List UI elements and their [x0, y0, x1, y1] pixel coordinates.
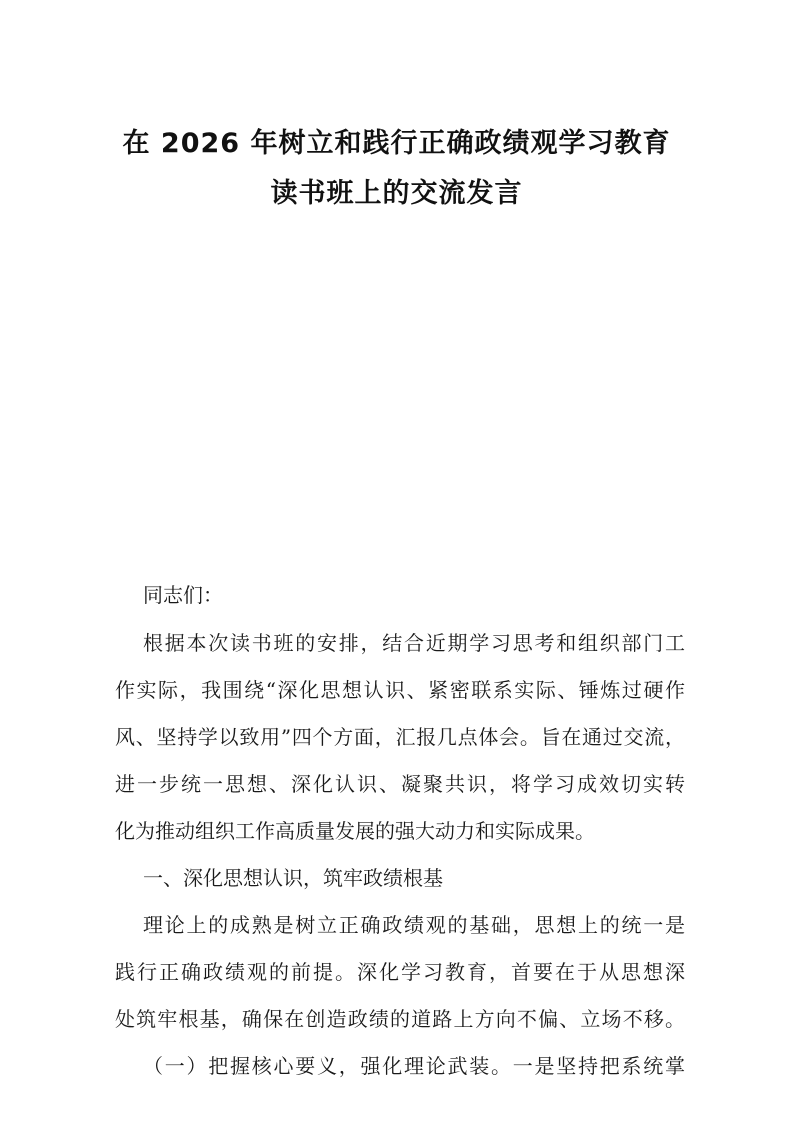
paragraph-line: 理论上的成熟是树立正确政绩观的基础，思想上的统一是 — [143, 913, 685, 937]
salutation: 同志们： — [143, 583, 223, 607]
paragraph-line: 风、坚持学以致用”四个方面，汇报几点体会。旨在通过交流， — [115, 725, 685, 749]
paragraph-line: 根据本次读书班的安排，结合近期学习思考和组织部门工 — [143, 631, 685, 655]
document-title-line-2: 读书班上的交流发言 — [270, 178, 523, 209]
paragraph-line: 践行正确政绩观的前提。深化学习教育，首要在于从思想深 — [115, 960, 685, 984]
paragraph-line: 进一步统一思想、深化认识、凝聚共识，将学习成效切实转 — [115, 772, 685, 796]
paragraph-line: 作实际，我围绕“深化思想认识、紧密联系实际、锤炼过硬作 — [115, 678, 685, 702]
document-title-line-1: 在 2026 年树立和践行正确政绩观学习教育 — [122, 128, 671, 159]
section-heading: 一、深化思想认识，筑牢政绩根基 — [143, 866, 443, 890]
paragraph-line: 处筑牢根基，确保在创造政绩的道路上方向不偏、立场不移。 — [115, 1007, 685, 1031]
paragraph-line: （一）把握核心要义，强化理论武装。一是坚持把系统掌 — [143, 1054, 685, 1078]
paragraph-line: 化为推动组织工作高质量发展的强大动力和实际成果。 — [115, 819, 595, 843]
